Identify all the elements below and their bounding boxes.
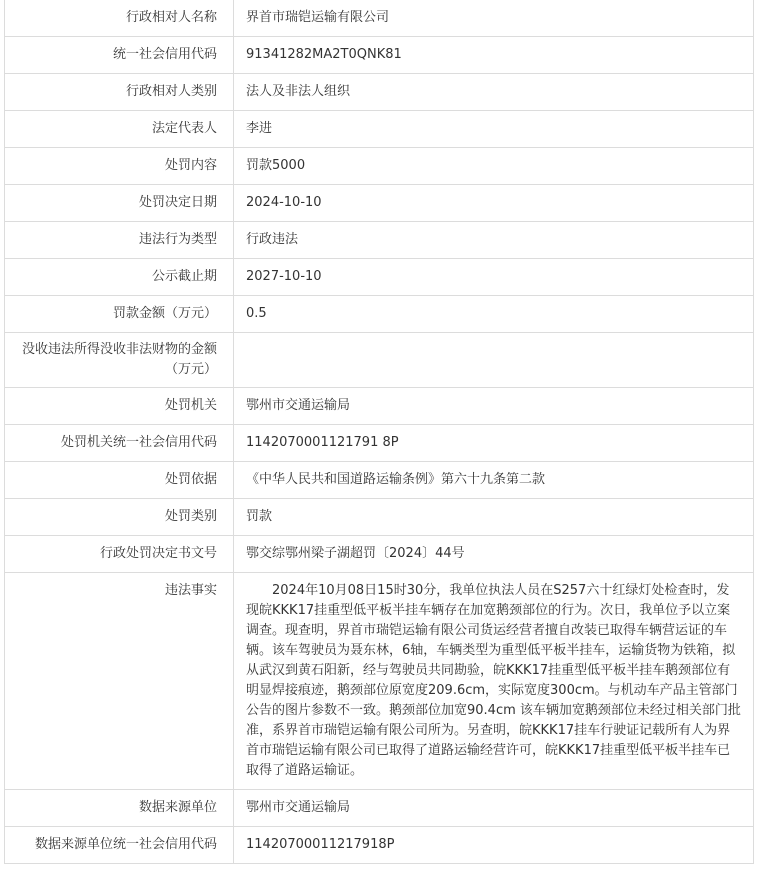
label-legal-rep: 法定代表人 bbox=[5, 111, 234, 148]
row-confiscation-amount bbox=[5, 333, 754, 388]
value-confiscation-amount bbox=[234, 333, 754, 388]
value-penalty-category: 罚款 bbox=[234, 499, 754, 536]
value-authority: 鄂州市交通运输局 bbox=[234, 388, 754, 425]
value-legal-rep: 李进 bbox=[234, 111, 754, 148]
label-publicity-deadline: 公示截止期 bbox=[5, 259, 234, 296]
row-decision-date bbox=[5, 185, 754, 222]
label-data-source-credit-code: 数据来源单位统一社会信用代码 bbox=[5, 827, 234, 864]
label-authority: 处罚机关 bbox=[5, 388, 234, 425]
value-subject-name: 界首市瑞铠运输有限公司 bbox=[234, 0, 754, 37]
row-penalty-category bbox=[5, 499, 754, 536]
label-penalty-category: 处罚类别 bbox=[5, 499, 234, 536]
value-violation-type: 行政违法 bbox=[234, 222, 754, 259]
row-legal-rep bbox=[5, 111, 754, 148]
value-decision-date: 2024-10-10 bbox=[234, 185, 754, 222]
label-credit-code: 统一社会信用代码 bbox=[5, 37, 234, 74]
value-authority-credit-code: 1142070001121791 8P bbox=[234, 425, 754, 462]
value-decision-number: 鄂交综鄂州梁子湖超罚〔2024〕44号 bbox=[234, 536, 754, 573]
label-subject-type: 行政相对人类别 bbox=[5, 74, 234, 111]
label-data-source: 数据来源单位 bbox=[5, 790, 234, 827]
row-publicity-deadline bbox=[5, 259, 754, 296]
value-violation-facts: 2024年10月08日15时30分，我单位执法人员在S257六十红绿灯处检查时，发现皖KKK17挂重型低平板半挂车辆存在加宽鹅颈部位的行为。次日，我单位予以立案调查。现查明，界首市瑞铠运输有限公司货运经营者擅自改装已取得车辆营运证的车辆。该车驾驶员为聂东林，6轴，车辆类型为重型低平板半挂车，运输货物为铁箱，拟从武汉到黄石阳新，经与驾驶员共同勘验，皖KKK17挂重型低平板半挂车鹅颈部位有明显焊接痕迹，鹅颈部位原宽度209.6cm，实际宽度300cm。与机动车产品主管部门公告的图片参数不一致。鹅颈部位加宽90.4cm 该车辆加宽鹅颈部位未经过相关部门批准，系界首市瑞铠运输有限公司所为。另查明，皖KKK17挂车行驶证记载所有人为界首市瑞铠运输有限公司已取得了道路运输经营许可，皖KKK17挂重型低平板半挂车已取得了道路运输证。 bbox=[234, 573, 754, 790]
label-violation-type: 违法行为类型 bbox=[5, 222, 234, 259]
row-subject-name bbox=[5, 0, 754, 37]
label-decision-date: 处罚决定日期 bbox=[5, 185, 234, 222]
row-credit-code bbox=[5, 37, 754, 74]
row-data-source-credit-code bbox=[5, 827, 754, 864]
label-violation-facts: 违法事实 bbox=[5, 573, 234, 790]
label-legal-basis: 处罚依据 bbox=[5, 462, 234, 499]
row-authority bbox=[5, 388, 754, 425]
row-violation-facts bbox=[5, 573, 754, 790]
value-subject-type: 法人及非法人组织 bbox=[234, 74, 754, 111]
value-credit-code: 91341282MA2T0QNK81 bbox=[234, 37, 754, 74]
label-confiscation-amount: 没收违法所得没收非法财物的金额（万元） bbox=[5, 333, 234, 388]
row-authority-credit-code bbox=[5, 425, 754, 462]
row-violation-type bbox=[5, 222, 754, 259]
row-subject-type bbox=[5, 74, 754, 111]
label-penalty-content: 处罚内容 bbox=[5, 148, 234, 185]
row-penalty-content bbox=[5, 148, 754, 185]
row-data-source bbox=[5, 790, 754, 827]
value-data-source-credit-code: 11420700011217918P bbox=[234, 827, 754, 864]
label-decision-number: 行政处罚决定书文号 bbox=[5, 536, 234, 573]
value-fine-amount: 0.5 bbox=[234, 296, 754, 333]
row-decision-number bbox=[5, 536, 754, 573]
row-fine-amount bbox=[5, 296, 754, 333]
value-penalty-content: 罚款5000 bbox=[234, 148, 754, 185]
label-fine-amount: 罚款金额（万元） bbox=[5, 296, 234, 333]
value-publicity-deadline: 2027-10-10 bbox=[234, 259, 754, 296]
value-legal-basis: 《中华人民共和国道路运输条例》第六十九条第二款 bbox=[234, 462, 754, 499]
value-data-source: 鄂州市交通运输局 bbox=[234, 790, 754, 827]
label-authority-credit-code: 处罚机关统一社会信用代码 bbox=[5, 425, 234, 462]
penalty-info-table bbox=[4, 0, 754, 864]
row-legal-basis bbox=[5, 462, 754, 499]
label-subject-name: 行政相对人名称 bbox=[5, 0, 234, 37]
